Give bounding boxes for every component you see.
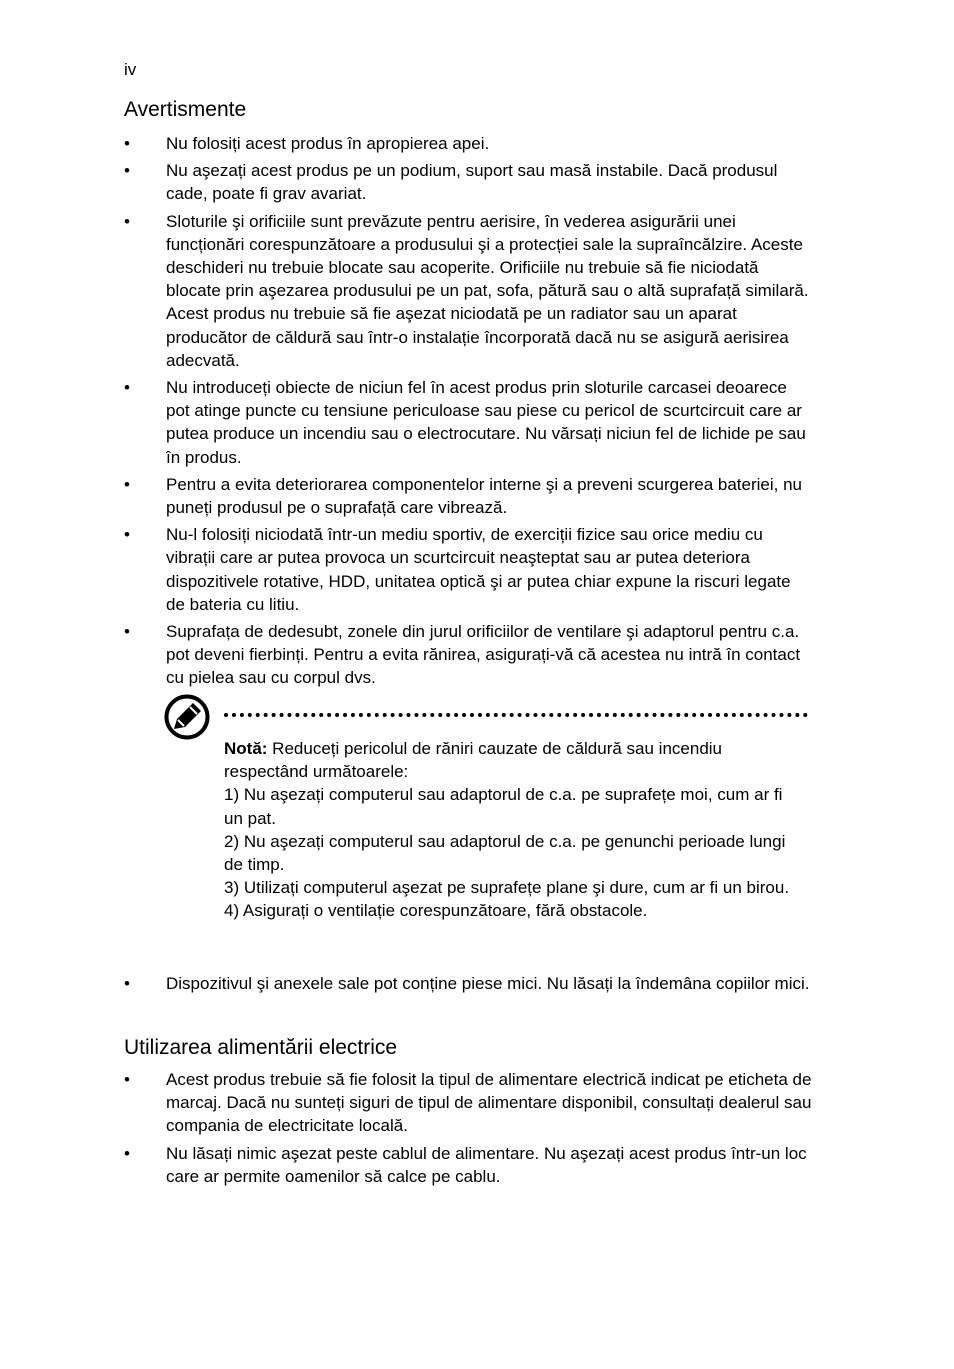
- list-item: • Suprafața de dedesubt, zonele din jurul orificiilor de ventilare şi adaptorul pentru c.a. pot deveni fierbinți. Pentru a evita rănirea, asigurați-vă că acestea nu intră în contact cu pielea sau cu corpul dvs.: [124, 622, 801, 688]
- list-item: • Acest produs trebuie să fie folosit la tipul de alimentare electrică indicat pe eticheta de marcaj. Dacă nu sunteți siguri de tipul de alimentare disponibil, consultați dealerul sau compania de electricitate locală.: [124, 1070, 812, 1136]
- note-pencil-icon: [164, 694, 210, 740]
- bullet-icon: •: [124, 474, 130, 494]
- warnings-list: [124, 132, 814, 694]
- page-number: iv: [124, 60, 137, 79]
- note-step: 1) Nu aşezați computerul sau adaptorul de c.a. pe suprafețe moi, cum ar fi un pat.: [224, 785, 783, 828]
- power-list: [124, 1068, 814, 1192]
- list-item: • Nu introduceți obiecte de niciun fel în acest produs prin sloturile carcasei deoarece pot atinge puncte cu tensiune periculoase sau piese cu pericol de scurtcircuit care ar putea produce un incendiu sau o electrocutare. Nu vărsați niciun fel de lichide pe sau în produs.: [124, 378, 806, 467]
- section-title-warnings: Avertismente: [124, 98, 247, 121]
- list-item: • Nu folosiți acest produs în apropierea apei.: [124, 132, 814, 155]
- list-item: • Pentru a evita deteriorarea componentelor interne şi a preveni scurgerea bateriei, nu puneți produsul pe o suprafață care vibrează.: [124, 474, 802, 518]
- bullet-icon: •: [124, 525, 130, 545]
- note-text: [224, 737, 804, 923]
- bullet-icon: •: [124, 211, 130, 231]
- note-box: [164, 694, 814, 954]
- note-step: 3) Utilizați computerul aşezat pe suprafețe plane şi dure, cum ar fi un birou.: [224, 878, 790, 898]
- list-item: • Nu-l folosiți niciodată într-un mediu sportiv, de exerciții fizice sau orice mediu cu vibrații care ar putea provoca un scurtcircuit neaşteptat sau ar putea deteriora dispozitivele rotative, HDD, unitatea optică şi ar putea chiar expune la riscuri legate de bateria cu litiu.: [124, 525, 791, 614]
- note-step: 4) Asigurați o ventilație corespunzătoare, fără obstacole.: [224, 901, 648, 921]
- note-label: Notă:: [224, 739, 268, 758]
- note-intro: Notă: Reduceți pericolul de răniri cauzate de căldură sau incendiu respectând următoarele:: [224, 739, 723, 782]
- note-divider: [224, 713, 808, 717]
- note-step: 2) Nu aşezați computerul sau adaptorul de c.a. pe genunchi perioade lungi de timp.: [224, 831, 786, 875]
- bullet-icon: •: [124, 134, 130, 153]
- list-item: • Nu aşezați acest produs pe un podium, suport sau masă instabile. Dacă produsul cade, poate fi grav avariat.: [124, 161, 778, 204]
- bullet-icon: •: [124, 161, 130, 181]
- bullet-icon: •: [124, 1070, 130, 1089]
- list-item: • Dispozitivul şi anexele sale pot conține piese mici. Nu lăsați la îndemâna copiilor mici.: [124, 972, 814, 995]
- list-item: • Nu lăsați nimic aşezat peste cablul de alimentare. Nu aşezați acest produs într-un loc care ar permite oamenilor să calce pe cablu.: [124, 1143, 807, 1186]
- warnings-list-continued: [124, 972, 814, 999]
- list-item: • Sloturile şi orificiile sunt prevăzute pentru aerisire, în vederea asigurării unei funcționări corespunzătoare a produsului şi a protecției sale la supraîncălzire. Aceste deschideri nu trebuie blocate sau acoperite. Orificiile nu trebuie să fie niciodată blocate prin aşezarea produsului pe un pat, sofa, pătură sau o altă suprafață similară. Acest produs nu trebuie să fie aşezat niciodată pe un radiator sau un aparat producător de căldură sau într-o instalație încorporată dacă nu se asigură aerisirea adecvată.: [124, 211, 809, 370]
- bullet-icon: •: [124, 1143, 130, 1163]
- bullet-icon: •: [124, 622, 130, 642]
- section-title-power: Utilizarea alimentării electrice: [124, 1036, 398, 1059]
- bullet-icon: •: [124, 378, 130, 398]
- bullet-icon: •: [124, 974, 130, 993]
